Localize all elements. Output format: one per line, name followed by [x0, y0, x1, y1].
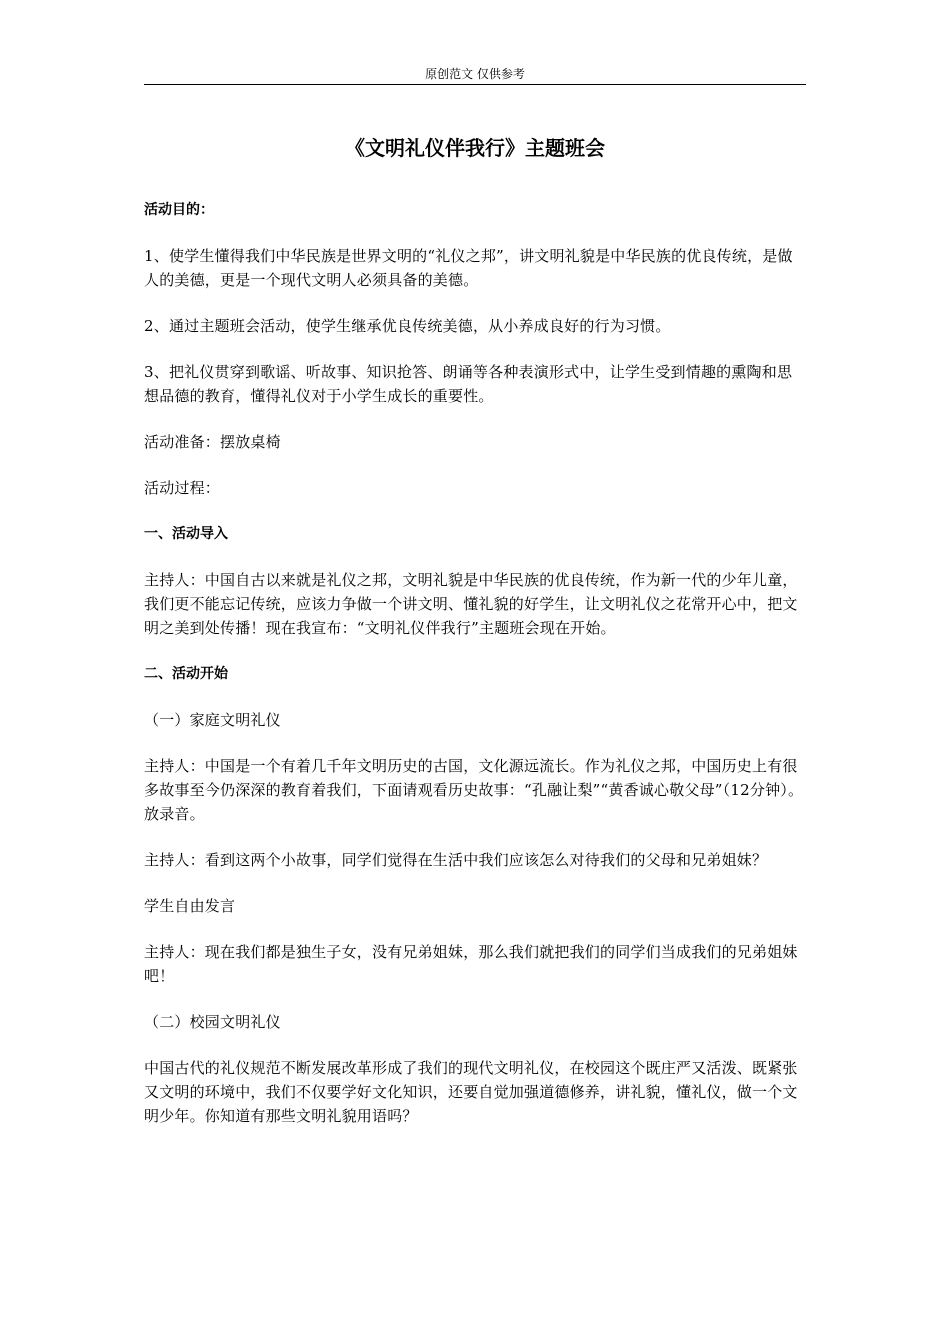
document-body — [144, 134, 806, 1150]
paragraph-host-history: 主持人：中国是一个有着几千年文明历史的古国，文化源远流长。作为礼仪之邦，中国历史上有很多故事至今仍深深的教育着我们，下面请观看历史故事：“孔融让梨”“黄香诚心敬父母”（12分钟）。放录音。 — [144, 757, 804, 823]
paragraph-preparation: 活动准备：摆放桌椅 — [144, 433, 281, 451]
header-text: 原创范文 仅供参考 — [425, 67, 525, 81]
paragraph-campus: 中国古代的礼仪规范不断发展改革形成了我们的现代文明礼仪，在校园这个既庄严又活泼、既紧张又文明的环境中，我们不仅要学好文化知识，还要自觉加强道德修养，讲礼貌，懂礼仪，做一个文明少年。你知道有那些文明礼貌用语吗？ — [144, 1059, 798, 1125]
subheading-family-etiquette: （一）家庭文明礼仪 — [144, 711, 281, 729]
paragraph-host-question: 主持人：看到这两个小故事，同学们觉得在生活中我们应该怎么对待我们的父母和兄弟姐妹？ — [144, 851, 768, 869]
paragraph-host-intro: 主持人：中国自古以来就是礼仪之邦，文明礼貌是中华民族的优良传统，作为新一代的少年儿童，我们更不能忘记传统，应该力争做一个讲文明、懂礼貌的好学生，让文明礼仪之花常开心中，把文明之美到处传播！现在我宣布：“文明礼仪伴我行”主题班会现在开始。 — [144, 571, 798, 637]
paragraph-purpose-2: 2、通过主题班会活动，使学生继承优良传统美德，从小养成良好的行为习惯。 — [144, 317, 671, 335]
paragraph-purpose-1: 1、使学生懂得我们中华民族是世界文明的“礼仪之邦”，讲文明礼貌是中华民族的优良传统，是做人的美德，更是一个现代文明人必须具备的美德。 — [144, 247, 793, 289]
section-heading-start: 二、活动开始 — [144, 666, 228, 682]
page-header — [144, 66, 806, 85]
subheading-campus-etiquette: （二）校园文明礼仪 — [144, 1013, 281, 1031]
paragraph-purpose-3: 3、把礼仪贯穿到歌谣、听故事、知识抢答、朗诵等各种表演形式中，让学生受到情趣的熏陶和思想品德的教育，懂得礼仪对于小学生成长的重要性。 — [144, 363, 793, 405]
paragraph-students-speak: 学生自由发言 — [144, 897, 236, 915]
paragraph-host-siblings: 主持人：现在我们都是独生子女，没有兄弟姐妹，那么我们就把我们的同学们当成我们的兄弟姐妹吧！ — [144, 943, 798, 985]
paragraph-process: 活动过程： — [144, 479, 221, 497]
document-title: 《文明礼仪伴我行》主题班会 — [345, 136, 605, 160]
section-heading-intro: 一、活动导入 — [144, 526, 228, 542]
section-heading-purpose: 活动目的： — [144, 202, 214, 218]
